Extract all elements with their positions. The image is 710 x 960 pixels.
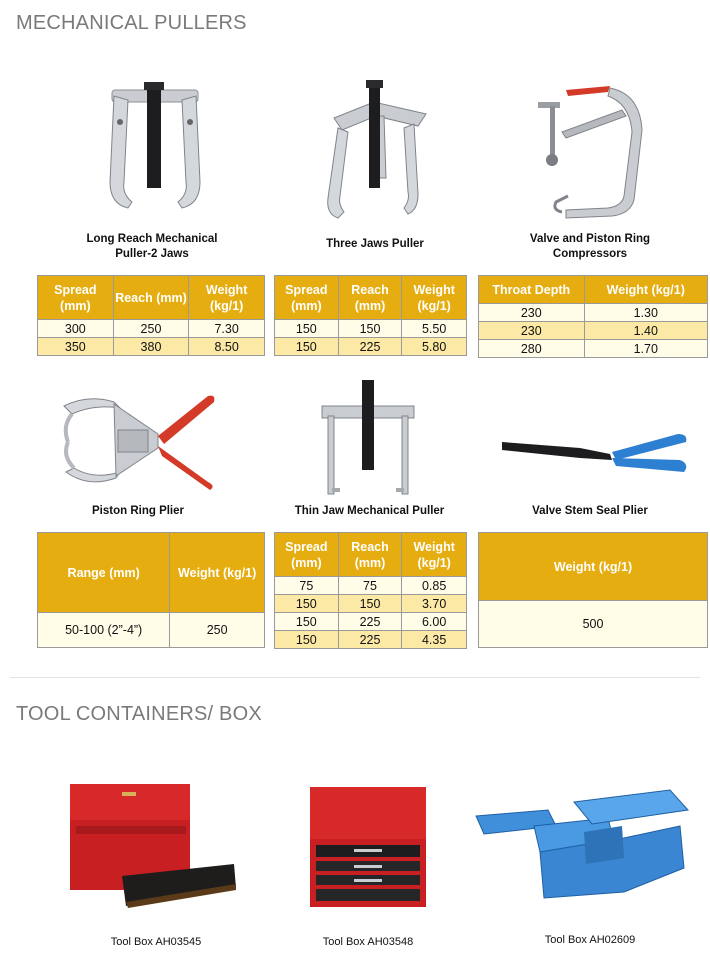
table-cell: 230 [479, 304, 585, 322]
table-cell: 300 [38, 320, 114, 338]
table-row [479, 601, 708, 648]
column-header: Weight (kg/1) [479, 533, 708, 601]
section-title-boxes: TOOL CONTAINERS/ BOX [16, 703, 262, 725]
spec-table-valve-stem-plier [478, 532, 708, 648]
table-cell: 75 [338, 577, 402, 595]
table-cell: 225 [338, 338, 402, 356]
section-divider [10, 677, 700, 678]
table-cell: 1.30 [584, 304, 707, 322]
product-name: Tool Box AH03548 [322, 936, 414, 948]
piston-ring-plier-image [58, 386, 223, 496]
tool-box-ah03545-image [66, 780, 238, 912]
table-row [275, 577, 467, 595]
column-header: Spread (mm) [275, 533, 339, 577]
column-header: Reach (mm) [338, 533, 402, 577]
product-name: Piston Ring Plier [91, 505, 184, 517]
column-header: Reach (mm) [338, 276, 402, 320]
product-name: Three Jaws Puller [326, 238, 424, 250]
table-cell: 4.35 [402, 631, 467, 649]
column-header: Range (mm) [38, 533, 170, 613]
table-row [275, 613, 467, 631]
table-row [275, 320, 467, 338]
table-row [275, 595, 467, 613]
table-cell: 380 [113, 338, 189, 356]
table-cell: 230 [479, 322, 585, 340]
table-row [479, 304, 708, 322]
table-cell: 0.85 [402, 577, 467, 595]
table-row [38, 338, 265, 356]
table-cell: 1.40 [584, 322, 707, 340]
table-cell: 250 [113, 320, 189, 338]
section-title-pullers: MECHANICAL PULLERS [16, 12, 247, 34]
product-name: Valve Stem Seal Plier [532, 505, 648, 517]
table-cell: 3.70 [402, 595, 467, 613]
table-cell: 150 [275, 320, 339, 338]
table-cell: 225 [338, 631, 402, 649]
product-name: Tool Box AH03545 [110, 936, 202, 948]
table-cell: 7.30 [189, 320, 265, 338]
table-row [275, 338, 467, 356]
table-row [38, 320, 265, 338]
table-cell: 500 [479, 601, 708, 648]
product-name: Tool Box AH02609 [544, 934, 636, 946]
table-cell: 150 [275, 338, 339, 356]
thin-jaw-puller-image [318, 380, 418, 498]
spec-table-piston-ring-plier [37, 532, 265, 648]
table-cell: 280 [479, 340, 585, 358]
column-header: Spread (mm) [38, 276, 114, 320]
column-header: Throat Depth [479, 276, 585, 304]
three-jaw-puller-image [314, 78, 439, 226]
product-name: Thin Jaw Mechanical Puller [294, 505, 445, 517]
table-cell: 250 [170, 613, 265, 648]
table-cell: 150 [275, 595, 339, 613]
spec-table-valve-compressor [478, 275, 708, 358]
two-jaw-puller-image [100, 82, 210, 217]
table-cell: 350 [38, 338, 114, 356]
table-row [479, 322, 708, 340]
spec-table-thin-jaw-puller [274, 532, 467, 649]
product-name: Valve and Piston Ring Compressors [529, 233, 651, 260]
column-header: Weight (kg/1) [402, 533, 467, 577]
table-cell: 1.70 [584, 340, 707, 358]
column-header: Weight (kg/1) [189, 276, 265, 320]
table-cell: 8.50 [189, 338, 265, 356]
tool-box-ah03548-image [306, 783, 430, 911]
column-header: Weight (kg/1) [584, 276, 707, 304]
valve-compressor-image [522, 80, 657, 222]
table-row [275, 631, 467, 649]
spec-table-three-jaw-puller [274, 275, 467, 356]
column-header: Spread (mm) [275, 276, 339, 320]
table-cell: 150 [338, 595, 402, 613]
table-row [479, 340, 708, 358]
table-cell: 5.80 [402, 338, 467, 356]
table-cell: 150 [275, 613, 339, 631]
table-cell: 150 [275, 631, 339, 649]
product-name: Long Reach Mechanical Puller-2 Jaws [86, 233, 218, 260]
table-cell: 5.50 [402, 320, 467, 338]
tool-box-ah02609-image [474, 782, 696, 906]
column-header: Reach (mm) [113, 276, 189, 320]
table-cell: 75 [275, 577, 339, 595]
table-cell: 150 [338, 320, 402, 338]
table-row [38, 613, 265, 648]
spec-table-long-reach-puller [37, 275, 265, 356]
column-header: Weight (kg/1) [170, 533, 265, 613]
table-cell: 225 [338, 613, 402, 631]
valve-stem-seal-plier-image [500, 430, 692, 476]
table-cell: 50-100 (2”-4”) [38, 613, 170, 648]
column-header: Weight (kg/1) [402, 276, 467, 320]
table-cell: 6.00 [402, 613, 467, 631]
